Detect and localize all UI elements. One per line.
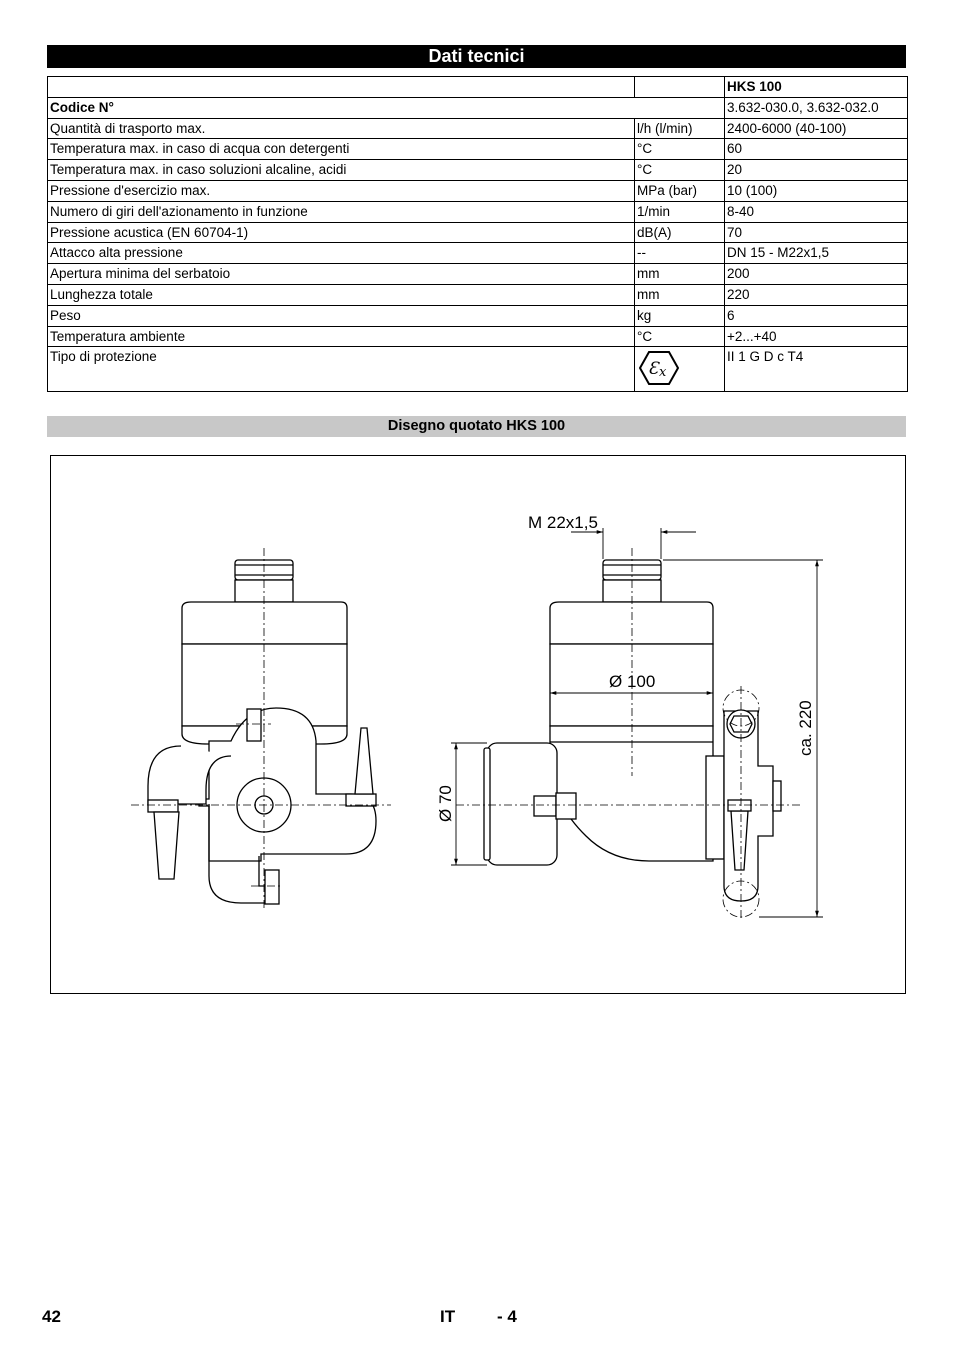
table-row	[48, 201, 908, 222]
dimension-drawing-svg	[51, 456, 905, 993]
spec-value: 70	[725, 222, 908, 243]
spec-unit: °C	[635, 139, 725, 160]
table-row	[48, 326, 908, 347]
spec-unit: kg	[635, 305, 725, 326]
spec-unit: dB(A)	[635, 222, 725, 243]
spec-unit: --	[635, 243, 725, 264]
spec-value: DN 15 - M22x1,5	[725, 243, 908, 264]
spec-value: 60	[725, 139, 908, 160]
protection-symbol-cell	[635, 347, 725, 392]
page-number: 42	[42, 1307, 61, 1326]
left-view	[131, 548, 391, 911]
protection-value: II 1 G D c T4	[725, 347, 908, 392]
spec-value: +2...+40	[725, 326, 908, 347]
spec-value: 8-40	[725, 201, 908, 222]
spec-label: Attacco alta pressione	[48, 243, 635, 264]
spec-value: 200	[725, 264, 908, 285]
spec-value: 2400-6000 (40-100)	[725, 118, 908, 139]
spec-value: 6	[725, 305, 908, 326]
spec-label: Pressione acustica (EN 60704-1)	[48, 222, 635, 243]
spec-unit: 1/min	[635, 201, 725, 222]
svg-text:x: x	[659, 365, 667, 381]
section-heading-technical-data: Dati tecnici	[47, 45, 906, 68]
spec-unit: °C	[635, 326, 725, 347]
spec-label: Pressione d'esercizio max.	[48, 180, 635, 201]
ex-atex-icon	[639, 350, 679, 391]
spec-value: 20	[725, 160, 908, 181]
table-row	[48, 284, 908, 305]
table-row	[48, 139, 908, 160]
code-value: 3.632-030.0, 3.632-032.0	[725, 97, 908, 118]
table-row	[48, 243, 908, 264]
dim-label-thread: M 22x1,5	[528, 513, 598, 532]
table-row-code	[48, 97, 908, 118]
table-header-row	[48, 77, 908, 98]
spec-unit: °C	[635, 160, 725, 181]
table-row	[48, 118, 908, 139]
spec-label: Temperatura ambiente	[48, 326, 635, 347]
dim-label-head-diameter: Ø 70	[436, 785, 455, 822]
spec-unit: MPa (bar)	[635, 180, 725, 201]
table-row	[48, 305, 908, 326]
table-row	[48, 180, 908, 201]
sub-page-number: - 4	[497, 1307, 517, 1326]
technical-data-table	[47, 76, 908, 392]
spec-label: Temperatura max. in caso di acqua con detergenti	[48, 139, 635, 160]
right-view	[456, 548, 801, 921]
table-row	[48, 222, 908, 243]
code-label: Codice N°	[48, 97, 725, 118]
spec-label: Lunghezza totale	[48, 284, 635, 305]
spec-unit: mm	[635, 284, 725, 305]
model-header: HKS 100	[725, 77, 908, 98]
protection-label: Tipo di protezione	[48, 347, 635, 392]
dim-label-body-diameter: Ø 100	[609, 672, 656, 691]
spec-value: 10 (100)	[725, 180, 908, 201]
spec-unit: l/h (l/min)	[635, 118, 725, 139]
table-row-protection	[48, 347, 908, 392]
spec-label: Quantità di trasporto max.	[48, 118, 635, 139]
svg-text:Ɛ: Ɛ	[648, 359, 659, 380]
spec-label: Temperatura max. in caso soluzioni alcaline, acidi	[48, 160, 635, 181]
spec-label: Peso	[48, 305, 635, 326]
table-row	[48, 160, 908, 181]
spec-unit: mm	[635, 264, 725, 285]
spec-value: 220	[725, 284, 908, 305]
language-code: IT	[440, 1307, 456, 1326]
spec-label: Apertura minima del serbatoio	[48, 264, 635, 285]
drawing-title: Disegno quotato HKS 100	[47, 416, 906, 437]
dimension-drawing	[50, 455, 906, 994]
spec-label: Numero di giri dell'azionamento in funzione	[48, 201, 635, 222]
dim-label-length: ca. 220	[796, 700, 815, 756]
table-row	[48, 264, 908, 285]
